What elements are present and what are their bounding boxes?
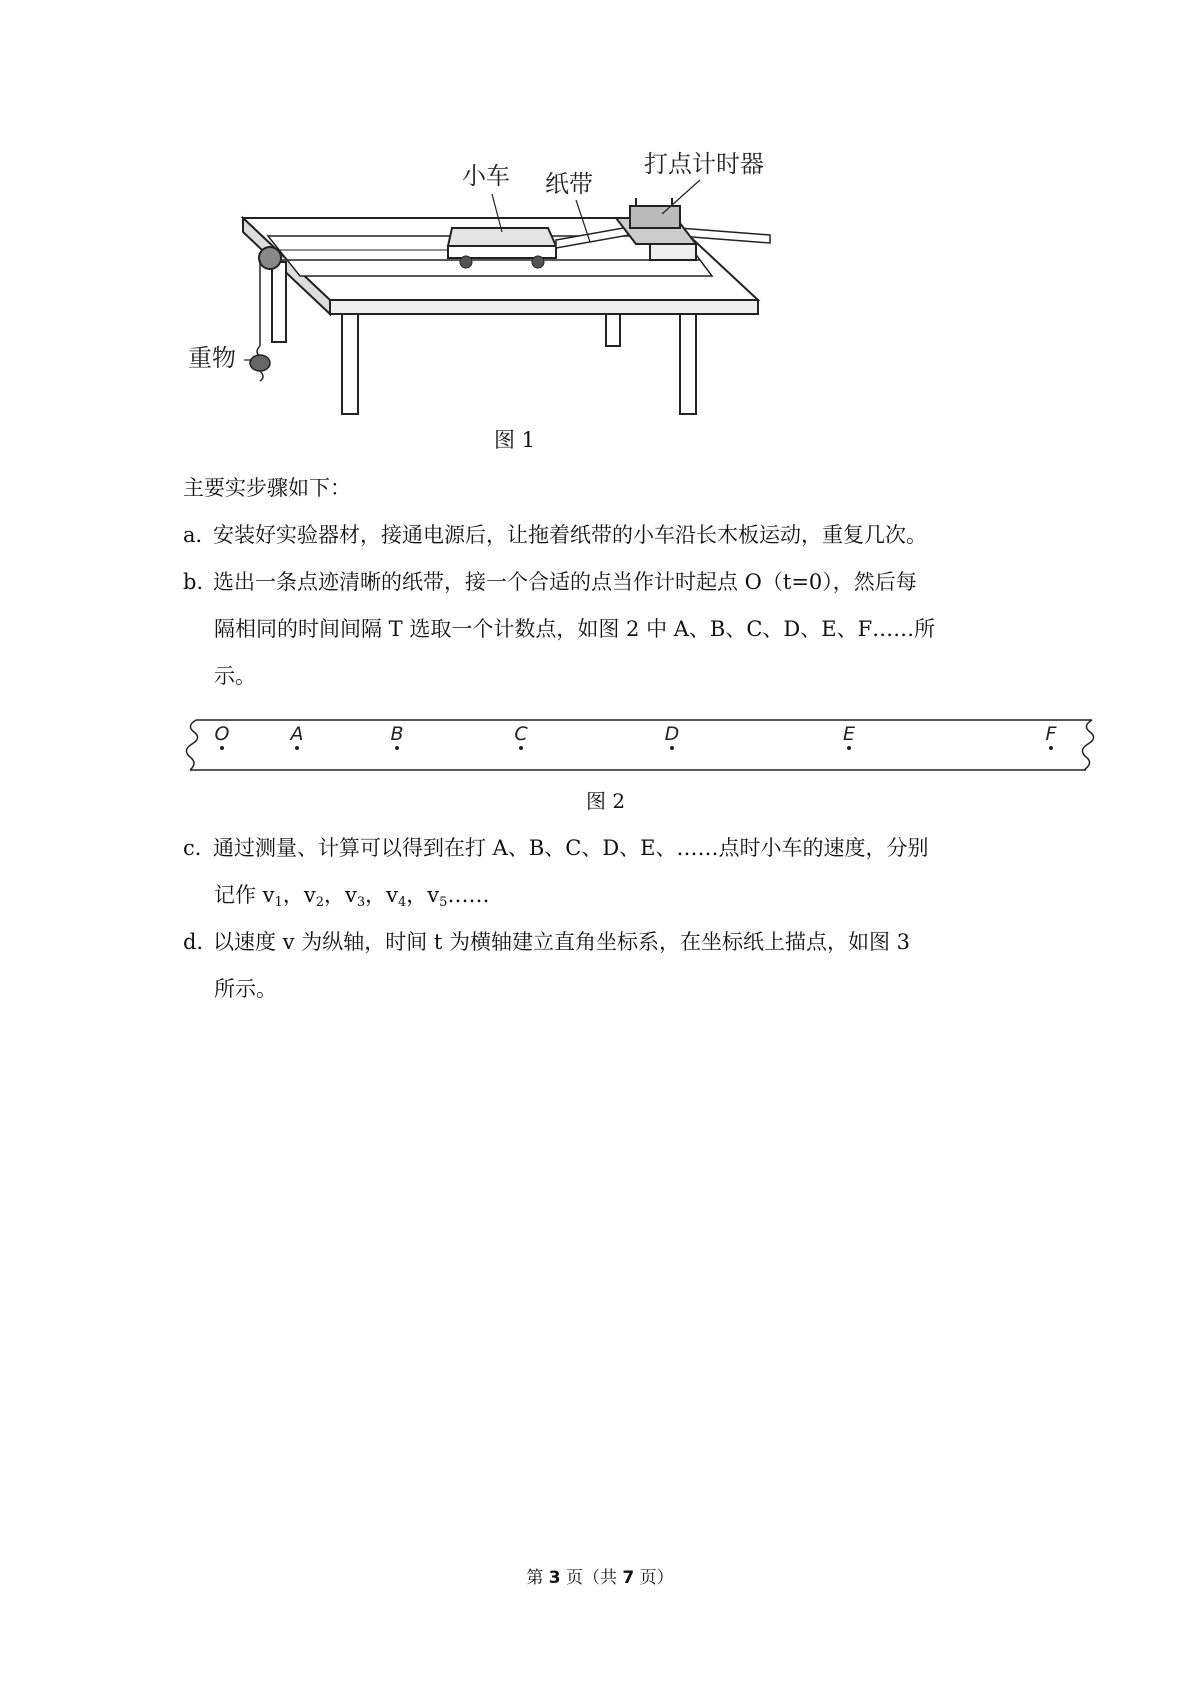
step-a-marker: a．: [183, 523, 217, 547]
figure-2-caption: 图 2: [586, 789, 626, 813]
timer-body: [630, 206, 680, 228]
tape-point-dot-a: [295, 746, 299, 750]
table-leg-front-left: [342, 314, 358, 414]
v4-subscript: 4: [398, 895, 407, 910]
tape-points: [215, 723, 1058, 750]
step-a-text: 安装好实验器材，接通电源后，让拖着纸带的小车沿长木板运动，重复几次。: [213, 523, 927, 547]
label-timer: 打点计时器: [644, 150, 764, 178]
step-c-sep-3: ，v: [365, 883, 399, 907]
tape-point-label-d: D: [664, 723, 680, 745]
step-c-sep-1: ，v: [282, 883, 316, 907]
tape-point-label-a: A: [290, 723, 304, 745]
label-cart: 小车: [462, 162, 510, 190]
step-a: [183, 523, 927, 547]
footer-pre: 第: [526, 1568, 549, 1588]
step-c-prefix: 记作 v: [214, 883, 275, 907]
step-c-text-1: 通过测量、计算可以得到在打 A、B、C、D、E、……点时小车的速度，分别: [213, 836, 929, 860]
tape-point-dot-f: [1049, 746, 1053, 750]
tape-point-dot-o: [220, 746, 224, 750]
tape-point-dot-b: [395, 746, 399, 750]
v2-subscript: 2: [315, 895, 324, 910]
tape-point-dot-c: [519, 746, 523, 750]
step-c-line2: [214, 883, 490, 910]
step-c-marker: c．: [183, 836, 216, 860]
step-d-line2: 所示。: [214, 977, 277, 1001]
step-d-text-1: 以速度 v 为纵轴，时间 t 为横轴建立直角坐标系，在坐标纸上描点，如图 3: [213, 930, 911, 954]
step-b-line1: [183, 570, 917, 594]
tape-point-label-b: B: [390, 723, 404, 745]
cart-wheel-right: [532, 256, 544, 268]
step-b-line2: 隔相同的时间间隔 T 选取一个计数点，如图 2 中 A、B、C、D、E、F……所: [214, 617, 936, 641]
tape-point-label-o: O: [214, 723, 230, 745]
step-d-line1: [183, 930, 910, 954]
table-leg-front-right: [680, 314, 696, 414]
figure-1-apparatus: [0, 0, 1200, 430]
footer-mid: 页（共: [560, 1568, 623, 1588]
figure-1-caption: 图 1: [494, 428, 536, 452]
weight-bottom-hook: [260, 371, 263, 381]
tape-left-break: [186, 720, 197, 770]
step-b-line3: 示。: [214, 664, 256, 688]
tape-point-label-e: E: [842, 723, 856, 745]
table-leg-left-back: [272, 262, 286, 342]
step-b-marker: b．: [183, 570, 218, 594]
tape-right-break: [1082, 720, 1093, 770]
cart-wheel-left: [460, 256, 472, 268]
intro-text: 主要实步骤如下：: [183, 476, 351, 500]
timer-front: [650, 244, 696, 260]
step-c-sep-2: ，v: [323, 883, 357, 907]
hanging-weight: [250, 355, 270, 371]
table-front-edge: [330, 300, 758, 314]
tape-point-dot-e: [847, 746, 851, 750]
step-c-line1: [183, 836, 929, 860]
step-b-text-1: 选出一条点迹清晰的纸带，接一个合适的点当作计时起点 O（t=0），然后每: [213, 570, 917, 594]
v3-subscript: 3: [356, 895, 366, 910]
step-c-tail: ……: [447, 883, 490, 907]
footer-page-number: 3: [548, 1568, 561, 1588]
footer-post: 页）: [634, 1568, 674, 1588]
tape-point-label-f: F: [1045, 723, 1057, 745]
v5-subscript: 5: [439, 895, 448, 910]
step-d-marker: d．: [183, 930, 218, 954]
tape-point-label-c: C: [514, 723, 528, 745]
step-c-sep-4: ，v: [406, 883, 440, 907]
label-tape: 纸带: [545, 170, 593, 198]
page-footer: [0, 1563, 1200, 1588]
tape-point-dot-d: [670, 746, 674, 750]
v1-subscript: 1: [274, 895, 283, 910]
label-weight: 重物: [188, 344, 236, 372]
figure-2-tape: [0, 700, 1200, 790]
footer-total-pages: 7: [622, 1568, 635, 1588]
table-leg-back-right: [606, 314, 620, 346]
